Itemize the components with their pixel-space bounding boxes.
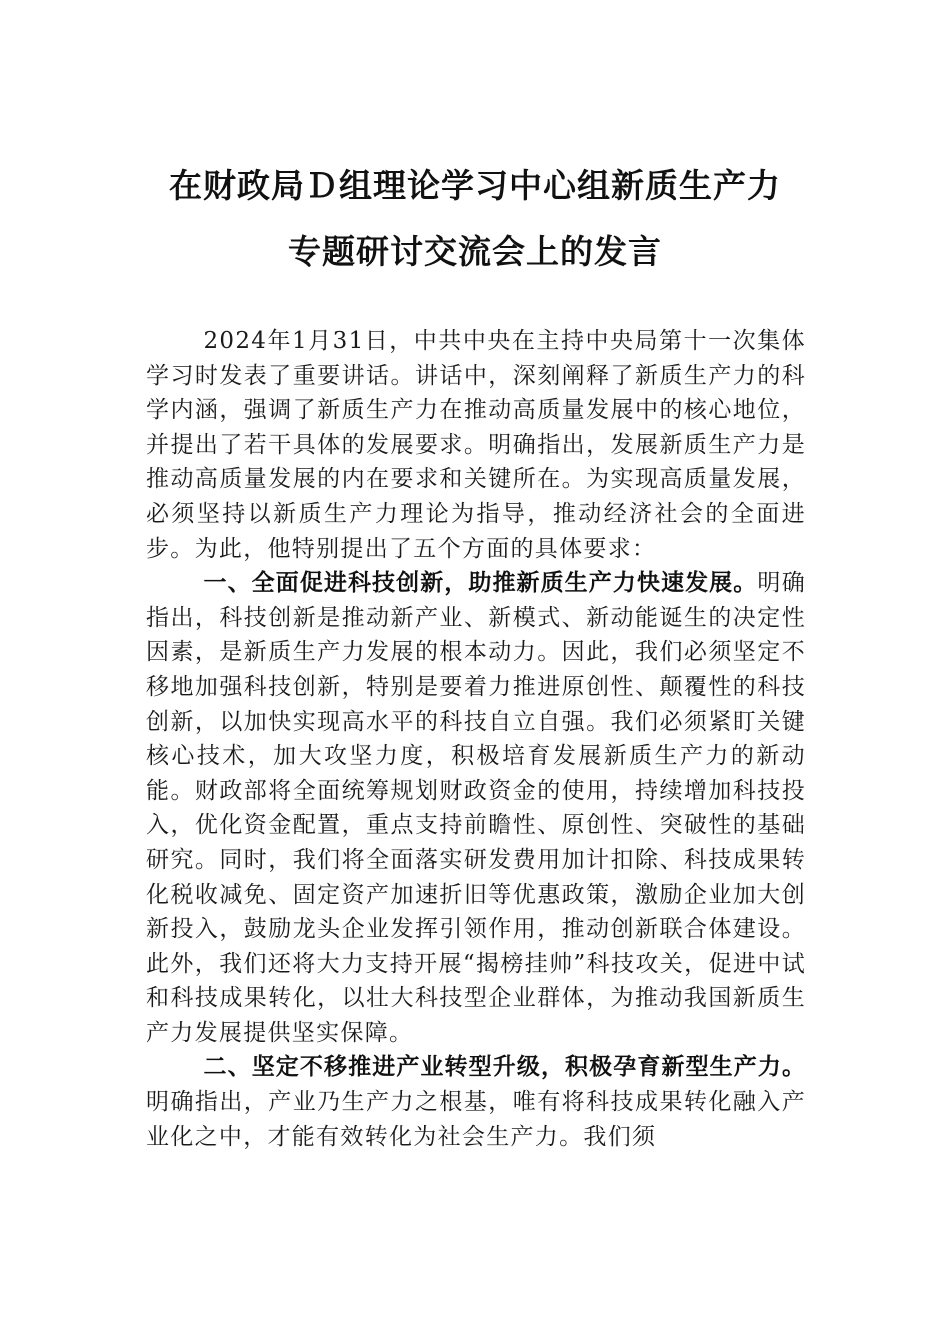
document-title-line-2: 专题研讨交流会上的发言 xyxy=(288,232,662,271)
document-body xyxy=(146,324,806,1154)
section-1-paragraph xyxy=(146,566,806,1050)
section-2-paragraph xyxy=(146,1050,806,1154)
document-title-line-1: 在财政局Ｄ组理论学习中心组新质生产力 xyxy=(169,166,781,205)
intro-paragraph: 2024年1月31日，中共中央在主持中央局第十一次集体学习时发表了重要讲话。讲话中，深刻阐释了新质生产力的科学内涵，强调了新质生产力在推动高质量发展中的核心地位，并提出了若干具体的发展要求。明确指出，发展新质生产力是推动高质量发展的内在要求和关键所在。为实现高质量发展，必须坚持以新质生产力理论为指导，推动经济社会的全面进步。为此，他特别提出了五个方面的具体要求： xyxy=(146,328,806,562)
section-1-text: 明确指出，科技创新是推动新产业、新模式、新动能诞生的决定性因素，是新质生产力发展的根本动力。因此，我们必须坚定不移地加强科技创新，特别是要着力推进原创性、颠覆性的科技创新，以加快实现高水平的科技自立自强。我们必须紧盯关键核心技术，加大攻坚力度，积极培育发展新质生产力的新动能。财政部将全面统筹规划财政资金的使用，持续增加科技投入，优化资金配置，重点支持前瞻性、原创性、突破性的基础研究。同时，我们将全面落实研发费用加计扣除、科技成果转化税收减免、固定资产加速折旧等优惠政策，激励企业加大创新投入，鼓励龙头企业发挥引领作用，推动创新联合体建设。此外，我们还将大力支持开展“揭榜挂帅”科技攻关，促进中试和科技成果转化，以壮大科技型企业群体，为推动我国新质生产力发展提供坚实保障。 xyxy=(146,570,806,1046)
section-2-heading: 二、坚定不移推进产业转型升级，积极孕育新型生产力。 xyxy=(203,1054,806,1081)
section-2-text: 明确指出，产业乃生产力之根基，唯有将科技成果转化融入产业化之中，才能有效转化为社会生产力。我们须 xyxy=(146,1089,806,1150)
section-1-heading: 一、全面促进科技创新，助推新质生产力快速发展。 xyxy=(203,570,758,597)
